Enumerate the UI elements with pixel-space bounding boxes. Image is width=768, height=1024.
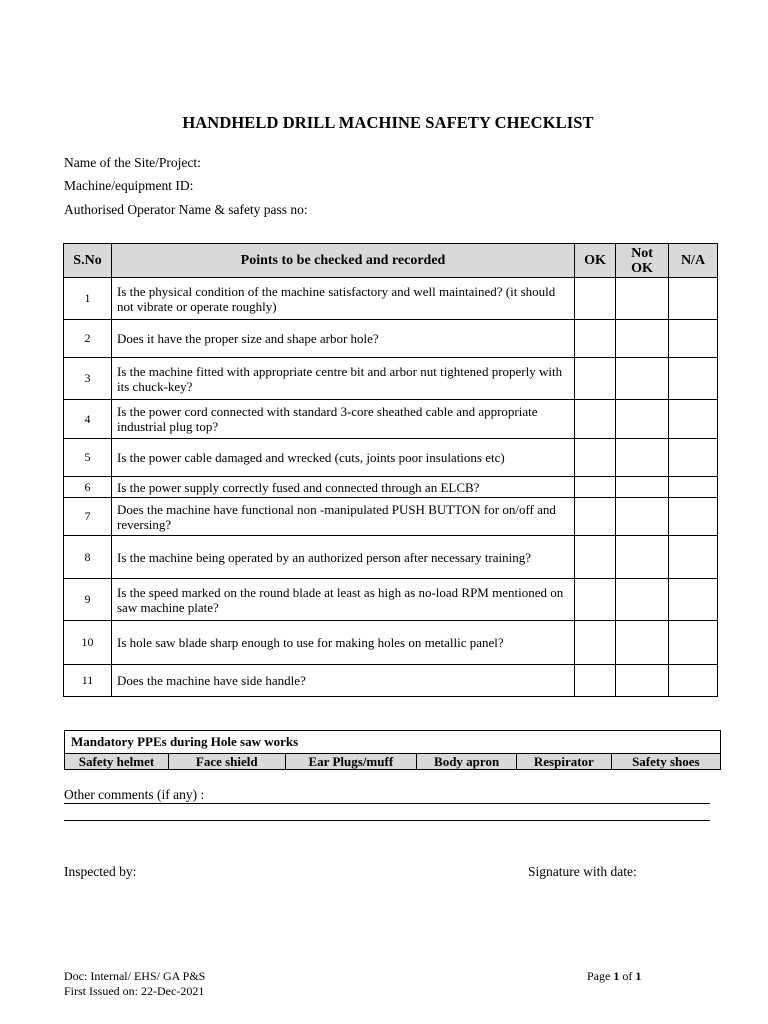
operator-field: Authorised Operator Name & safety pass no: [64, 202, 308, 217]
ok-header: OK [575, 244, 616, 278]
row-number: 3 [64, 358, 112, 400]
row-number: 10 [64, 621, 112, 665]
signature-label: Signature with date: [528, 864, 637, 879]
ok-cell[interactable] [575, 498, 616, 536]
row-number: 7 [64, 498, 112, 536]
inspected-by-label: Inspected by: [64, 864, 137, 879]
check-point-text: Is the machine being operated by an authorized person after necessary training? [112, 536, 575, 579]
not-ok-cell[interactable] [616, 498, 669, 536]
checklist-header-row [64, 244, 718, 278]
ppe-item: Body apron [417, 754, 517, 770]
ok-cell[interactable] [575, 536, 616, 579]
check-point-text: Is the physical condition of the machine satisfactory and well maintained? (it should not vibrate or operate roughly) [112, 278, 575, 320]
ok-cell[interactable] [575, 400, 616, 439]
ok-cell[interactable] [575, 439, 616, 477]
table-row [64, 400, 718, 439]
table-row [64, 358, 718, 400]
na-cell[interactable] [669, 536, 718, 579]
row-number: 11 [64, 665, 112, 697]
row-number: 8 [64, 536, 112, 579]
row-number: 4 [64, 400, 112, 439]
ppe-item: Ear Plugs/muff [285, 754, 417, 770]
check-point-text: Is the power supply correctly fused and connected through an ELCB? [112, 477, 575, 498]
na-cell[interactable] [669, 358, 718, 400]
not-ok-cell[interactable] [616, 320, 669, 358]
check-point-text: Is the power cable damaged and wrecked (cuts, joints poor insulations etc) [112, 439, 575, 477]
doc-reference: Doc: Internal/ EHS/ GA P&S [64, 969, 206, 983]
not-ok-cell[interactable] [616, 477, 669, 498]
table-row [64, 536, 718, 579]
not-ok-cell[interactable] [616, 439, 669, 477]
na-cell[interactable] [669, 278, 718, 320]
comments-label: Other comments (if any) : [64, 787, 205, 802]
check-point-text: Is the speed marked on the round blade at least as high as no-load RPM mentioned on saw machine plate? [112, 579, 575, 621]
check-point-text: Is hole saw blade sharp enough to use for making holes on metallic panel? [112, 621, 575, 665]
ok-cell[interactable] [575, 477, 616, 498]
ok-cell[interactable] [575, 665, 616, 697]
page-of: of [619, 969, 636, 983]
check-point-text: Does the machine have functional non -manipulated PUSH BUTTON for on/off and reversing? [112, 498, 575, 536]
page-total: 1 [635, 969, 642, 983]
table-row [64, 579, 718, 621]
check-point-text: Is the power cord connected with standard 3-core sheathed cable and appropriate industrial plug top? [112, 400, 575, 439]
na-cell[interactable] [669, 665, 718, 697]
table-row [64, 477, 718, 498]
ok-cell[interactable] [575, 579, 616, 621]
not-ok-cell[interactable] [616, 665, 669, 697]
na-header: N/A [669, 244, 718, 278]
ppe-item: Safety helmet [65, 754, 169, 770]
row-number: 6 [64, 477, 112, 498]
na-cell[interactable] [669, 621, 718, 665]
na-cell[interactable] [669, 477, 718, 498]
site-project-field: Name of the Site/Project: [64, 155, 201, 170]
table-row [64, 439, 718, 477]
comment-line-1[interactable] [64, 803, 710, 804]
checklist-table [63, 243, 718, 697]
ppe-table [64, 730, 721, 770]
ppe-item: Face shield [168, 754, 285, 770]
page-number [587, 969, 641, 984]
na-cell[interactable] [669, 439, 718, 477]
not-ok-cell[interactable] [616, 400, 669, 439]
table-row [64, 320, 718, 358]
ok-cell[interactable] [575, 320, 616, 358]
not-ok-header: Not OK [616, 244, 669, 278]
not-ok-cell[interactable] [616, 536, 669, 579]
ok-cell[interactable] [575, 358, 616, 400]
ppe-item: Respirator [517, 754, 612, 770]
check-point-text: Does it have the proper size and shape arbor hole? [112, 320, 575, 358]
ok-cell[interactable] [575, 621, 616, 665]
sno-header: S.No [64, 244, 112, 278]
na-cell[interactable] [669, 320, 718, 358]
na-cell[interactable] [669, 400, 718, 439]
na-cell[interactable] [669, 579, 718, 621]
issue-date: First Issued on: 22-Dec-2021 [64, 984, 205, 998]
page-prefix: Page [587, 969, 614, 983]
na-cell[interactable] [669, 498, 718, 536]
row-number: 1 [64, 278, 112, 320]
not-ok-cell[interactable] [616, 579, 669, 621]
table-row [64, 621, 718, 665]
not-ok-cell[interactable] [616, 358, 669, 400]
points-header: Points to be checked and recorded [112, 244, 575, 278]
ok-cell[interactable] [575, 278, 616, 320]
not-ok-cell[interactable] [616, 278, 669, 320]
table-row [64, 278, 718, 320]
row-number: 9 [64, 579, 112, 621]
page-title: HANDHELD DRILL MACHINE SAFETY CHECKLIST [182, 113, 594, 132]
machine-id-field: Machine/equipment ID: [64, 178, 194, 193]
table-row [64, 665, 718, 697]
comment-line-2[interactable] [64, 820, 710, 821]
not-ok-cell[interactable] [616, 621, 669, 665]
row-number: 5 [64, 439, 112, 477]
check-point-text: Is the machine fitted with appropriate centre bit and arbor nut tightened properly with its chuck-key? [112, 358, 575, 400]
table-row [64, 498, 718, 536]
check-point-text: Does the machine have side handle? [112, 665, 575, 697]
page-current: 1 [613, 969, 620, 983]
ppe-item: Safety shoes [611, 754, 720, 770]
ppe-heading: Mandatory PPEs during Hole saw works [65, 731, 721, 754]
row-number: 2 [64, 320, 112, 358]
